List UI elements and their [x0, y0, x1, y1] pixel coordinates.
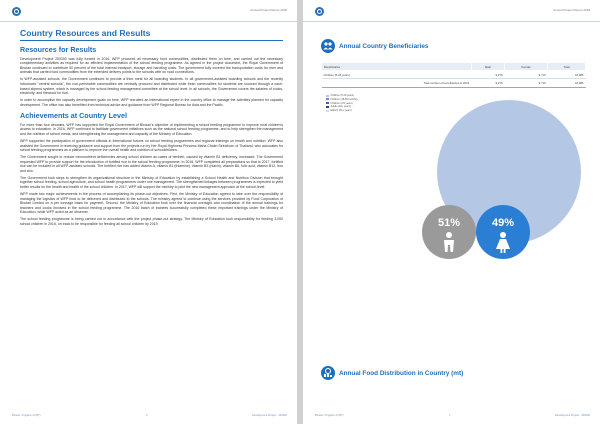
legend-item: [326, 94, 357, 97]
paragraph: Development Project 200300 was fully funded in 2016. WFP procured all necessary food commodities, distributed them on time, and carried out the necessary complementary activities as required for an efficient implementation of the school feeding programme. As agreed in the project document, the Royal Government of Bhutan continued to contribute 50 percent of the total internal transport, storage and handling costs. The government fully covered the transportation costs for men and animals that carried food commodities from the extended delivery points to the schools with no road connections.: [20, 56, 283, 75]
page-number: 7: [449, 414, 451, 417]
female-pct: 49%: [491, 217, 515, 229]
legend-item: [326, 98, 357, 101]
legend-label: Elderly (60+ years): [330, 109, 352, 113]
page-title: Country Resources and Results: [20, 28, 283, 41]
legend-item: [326, 109, 357, 112]
paragraph: WFP made two major achievements in the process of accomplishing its phase-out objectives. First, the Ministry of Education agreed to take over the responsibility of managing the logistics of WFP food to be delivered and distributed to the schools. The ministry agreed to continue using the services provided by Food Corporation of Bhutan Limited on a per tonnage basis for payment. Second, the Ministry of Education took over the financial oversight and coordination of the annual trainings for teachers and cooks involved in the school feeding programme. The 2016 batch of trainees successfully completed these important trainings under the Ministry of Education, while WFP acted as an observer.: [20, 191, 283, 215]
footer-country: Bhutan, Kingdom of (BT): [315, 414, 344, 417]
left-page: [0, 0, 297, 424]
column-header: Beneficiaries: [322, 63, 472, 71]
footer-project: Development Project - 200300: [251, 414, 287, 417]
food-section-title: [321, 366, 463, 380]
page-header: [0, 0, 297, 22]
table-cell: 9,276: [471, 79, 504, 87]
table-cell: 18,986: [548, 79, 586, 87]
legend-label: Children (18-59 months): [330, 97, 358, 101]
achievements-heading: Achievements at Country Level: [20, 111, 128, 121]
people-icon: [321, 39, 335, 53]
table-cell: Children (5-18 years): [322, 71, 472, 79]
table-cell: 9,710: [505, 71, 548, 79]
food-chart-icon: [321, 366, 335, 380]
legend-item: [326, 105, 357, 108]
wfp-logo-icon: [315, 7, 324, 16]
food-distribution-title: Annual Food Distribution in Country (mt): [339, 369, 464, 377]
table-row: [322, 71, 586, 79]
paragraph: For more than four decades, WFP has supported the Royal Government of Bhutan's objective of implementing a school feeding programme to improve rural children's access to education. In 2016, WFP continued to facilitate government initiatives such as the national school feeding programme, and to help strengthen the management and the nutrition of school meals, and strengthening the management and capacity of the Ministry of Education.: [20, 122, 283, 137]
table-cell: 18,986: [548, 71, 586, 79]
paragraph: The Government sought to reduce micronutrient deficiencies among school children as cases of beriberi, caused by vitamin B1 deficiency, increased. The Government requested WFP to provide support for the introduction of fortified rice to the school feeding programme. In 2016, WFP completed all preparations so that in 2017, fortified rice can be included in all WFP-assisted schools. The fortified rice has added vitamin A, vitamin B1 (thiamine), vitamin B3 (niacin), vitamin B6, folic acid, vitamin B12, iron and zinc.: [20, 155, 283, 173]
paragraph: The school feeding programme is being carried out in accordance with the project phase-out strategy. The Ministry of Education took responsibility for feeding 3,000 school children in 2016, on track to be responsible for feeding all school children by 2019.: [20, 217, 283, 226]
header-text: Annual Project Report 2018: [553, 8, 590, 12]
left-content: [20, 28, 283, 229]
legend-item: [326, 102, 357, 105]
page-footer: [303, 410, 600, 424]
male-pct: 51%: [437, 217, 461, 229]
beneficiaries-chart: [321, 90, 583, 265]
gender-split: [421, 200, 531, 264]
page-footer: [0, 410, 297, 424]
table-cell: 9,710: [505, 79, 548, 87]
wfp-logo-icon: [12, 7, 21, 16]
table-cell: Total number of beneficiaries in 2016: [322, 79, 472, 87]
footer-project: Development Project - 200300: [554, 414, 590, 417]
beneficiaries-section-title: [321, 39, 429, 53]
column-header: Female: [505, 63, 548, 71]
beneficiaries-title: Annual Country Beneficiaries: [339, 42, 429, 50]
table-cell: 9,276: [471, 71, 504, 79]
right-page: [303, 0, 600, 424]
table-header-row: [322, 63, 586, 71]
page-number: 6: [146, 414, 148, 417]
header-text: Annual Project Report 2018: [250, 8, 287, 12]
resources-heading: Resources for Results: [20, 45, 97, 54]
legend-label: Adults (18+ years): [330, 105, 351, 109]
legend-label: Children (2-5 years): [330, 101, 353, 105]
table-row-total: [322, 79, 586, 87]
chart-legend: [326, 94, 357, 113]
legend-label: Children (5-18 years): [330, 94, 354, 97]
paragraph: WFP supported the participation of government officials in international forums on school feeding programmes and regional trainings on health and nutrition. WFP also assisted the Government in receiving guidance and support from the projects run by Her Royal Highness Princess Maha Chakri Sirindhorn of Thailand, who advocates for school feeding programmes as a platform to improve the overall health and nutrition of schoolchildren.: [20, 138, 283, 153]
paragraph: In order to accomplish the capacity development goals on time, WFP recruited an international expert in the country office to manage the activities planned for capacity development. The office has also benefited from technical advice and guidance from WFP Regional Bureau for Asia and the Pacific.: [20, 98, 283, 107]
page-header: [303, 0, 600, 22]
beneficiaries-table: [321, 62, 586, 88]
paragraph: In WFP-assisted schools, the Government continued to provide a third meal for all boarding students. In all government-assisted boarding schools and the recently introduced "central schools", the non-perishable commodities are centrally procured and distributed while fresh commodities for students are sourced through a cash-based stipend system, which is managed by the school feeding management committee at the school level. In all schools, the Government covers the salaries of cooks, electricity, and firewood for fuel.: [20, 77, 283, 96]
footer-country: Bhutan, Kingdom of (BT): [12, 414, 41, 417]
paragraph: The Government took steps to strengthen its organizational structure in the Ministry of Education by establishing a School Health and Nutrition Division that brought together school feeding, school agriculture, and school health programmes under one management. The strengthened linkages between programmes is expected to yield better results for the health and health of the school children. In 2017, WFP will support the ministry to pilot the new management approach at the school-level.: [20, 175, 283, 190]
column-header: Male: [471, 63, 504, 71]
column-header: Total: [548, 63, 586, 71]
